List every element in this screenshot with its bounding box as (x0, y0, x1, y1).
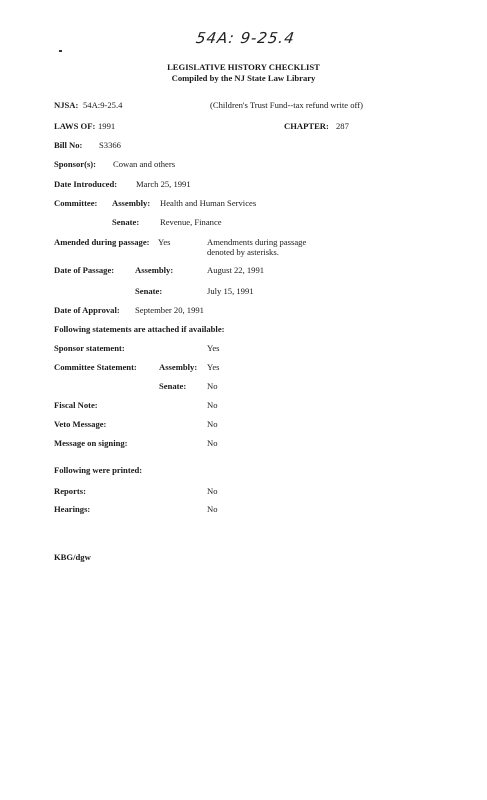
committee-statement-label: Committee Statement: (54, 362, 137, 372)
sponsor-statement-label: Sponsor statement: (54, 343, 125, 353)
fiscal-note-label: Fiscal Note: (54, 400, 98, 410)
njsa-note: (Children's Trust Fund--tax refund write off) (210, 100, 363, 110)
laws-of-value: 1991 (98, 121, 116, 131)
initials: KBG/dgw (54, 552, 91, 562)
following-attached-heading: Following statements are attached if available: (54, 324, 225, 334)
date-of-approval-label: Date of Approval: (54, 305, 120, 315)
committee-label: Committee: (54, 198, 98, 208)
committee-statement-senate-label: Senate: (159, 381, 187, 391)
veto-message-value: No (207, 419, 218, 429)
passage-senate-label: Senate: (135, 286, 163, 296)
committee-assembly-label: Assembly: (112, 198, 151, 208)
amended-note-line1: Amendments during passage (207, 237, 307, 247)
message-on-signing-label: Message on signing: (54, 438, 128, 448)
passage-assembly-value: August 22, 1991 (207, 265, 265, 275)
committee-statement-assembly-label: Assembly: (159, 362, 198, 372)
document-subtitle: Compiled by the NJ State Law Library (171, 73, 316, 83)
passage-senate-value: July 15, 1991 (207, 286, 254, 296)
fiscal-note-value: No (207, 400, 218, 410)
laws-of-label: LAWS OF: (54, 121, 96, 131)
committee-senate-value: Revenue, Finance (160, 217, 222, 227)
date-of-approval-value: September 20, 1991 (135, 305, 204, 315)
sponsors-label: Sponsor(s): (54, 159, 97, 169)
amended-value: Yes (158, 237, 171, 247)
committee-assembly-value: Health and Human Services (160, 198, 257, 208)
committee-statement-assembly-value: Yes (207, 362, 220, 372)
passage-assembly-label: Assembly: (135, 265, 174, 275)
date-introduced-label: Date Introduced: (54, 179, 118, 189)
sponsors-value: Cowan and others (113, 159, 176, 169)
chapter-value: 287 (336, 121, 349, 131)
committee-senate-label: Senate: (112, 217, 140, 227)
stray-mark (59, 50, 62, 52)
message-on-signing-value: No (207, 438, 218, 448)
reports-value: No (207, 486, 218, 496)
handwritten-code: 54A: 9-25.4 (194, 29, 297, 47)
committee-statement-senate-value: No (207, 381, 218, 391)
veto-message-label: Veto Message: (54, 419, 107, 429)
njsa-value: 54A:9-25.4 (83, 100, 123, 110)
following-printed-heading: Following were printed: (54, 465, 143, 475)
document-title: LEGISLATIVE HISTORY CHECKLIST (167, 62, 320, 72)
hearings-label: Hearings: (54, 504, 91, 514)
amended-note-line2: denoted by asterisks. (207, 247, 279, 257)
bill-no-value: S3366 (99, 140, 121, 150)
reports-label: Reports: (54, 486, 86, 496)
chapter-label: CHAPTER: (284, 121, 329, 131)
hearings-value: No (207, 504, 218, 514)
date-introduced-value: March 25, 1991 (136, 179, 191, 189)
amended-label: Amended during passage: (54, 237, 150, 247)
njsa-label: NJSA: (54, 100, 79, 110)
sponsor-statement-value: Yes (207, 343, 220, 353)
date-of-passage-label: Date of Passage: (54, 265, 115, 275)
bill-no-label: Bill No: (54, 140, 83, 150)
